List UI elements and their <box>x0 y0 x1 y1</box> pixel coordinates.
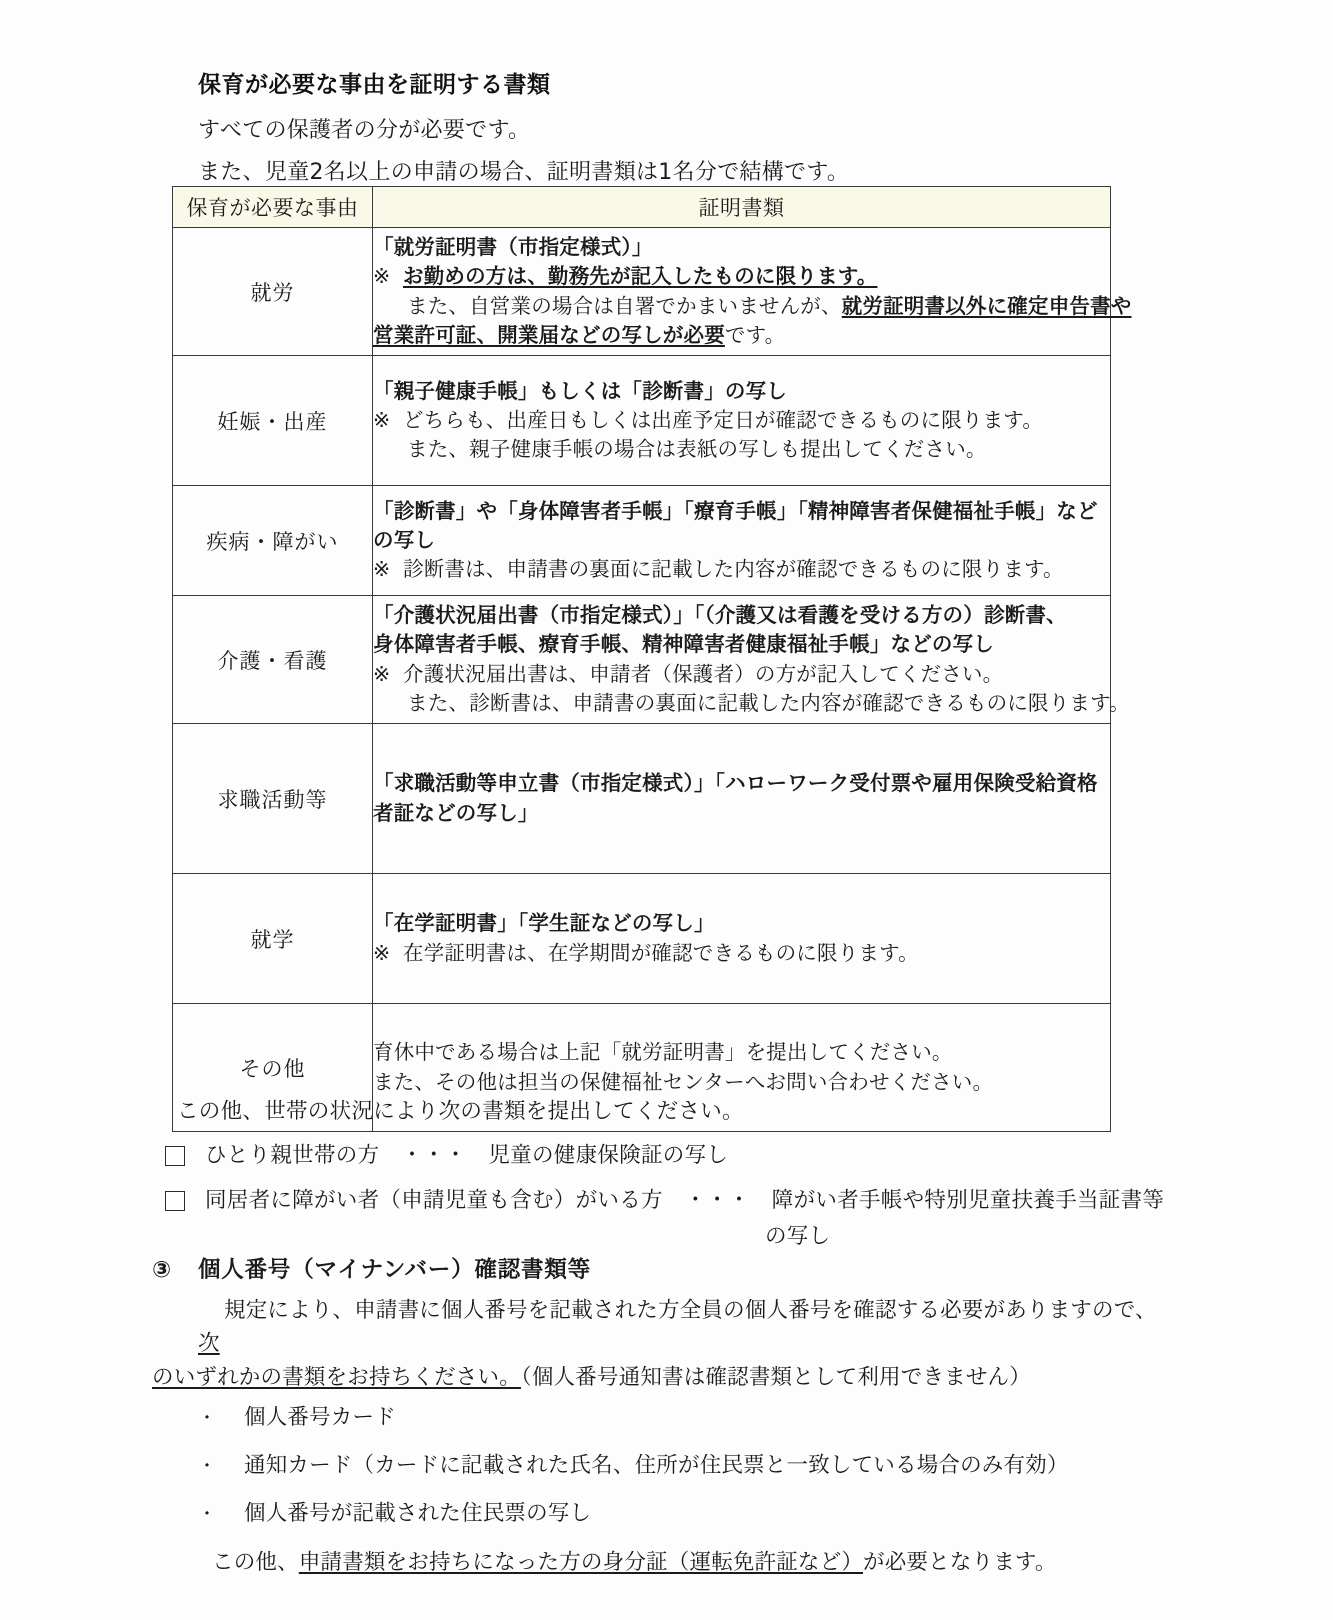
doc-line: また、診断書は、申請書の裏面に記載した内容が確認できるものに限ります。 <box>407 690 1130 715</box>
documents-cell-kyushoku-katsudo <box>373 724 1111 874</box>
reason-cell-shugaku: 就学 <box>173 874 373 1004</box>
doc-line: また、その他は担当の保健福祉センターへお問い合わせください。 <box>373 1069 994 1094</box>
section-paragraph-1b-emphasis: 次 <box>198 1331 220 1357</box>
list-item <box>198 1450 1177 1482</box>
doc-line: 「介護状況届出書（市指定様式）」「（介護又は看護を受ける方の）診断書、 <box>373 603 1067 628</box>
doc-line: 身体障害者手帳、療育手帳、精神障害者健康福祉手帳」などの写し <box>373 632 994 657</box>
reason-cell-kyushoku-katsudo: 求職活動等 <box>173 724 373 874</box>
note-mark-icon: ※ <box>373 661 391 686</box>
doc-line: 「診断書」や「身体障害者手帳」「療育手帳」「精神障害者保健福祉手帳」など <box>373 498 1098 523</box>
section-number: ③ <box>152 1257 172 1283</box>
doc-line: の写し <box>373 527 436 552</box>
doc-line-emphasis: 就労証明書以外に確定申告書や <box>841 293 1132 318</box>
documents-cell-ninshin-shussan <box>373 356 1111 486</box>
list-item-label: 通知カード（カードに記載された氏名、住所が住民票と一致している場合のみ有効） <box>244 1453 1069 1479</box>
doc-line: 「就労証明書（市指定様式）」 <box>373 235 653 260</box>
checkbox-row-single-parent[interactable] <box>165 1140 1175 1172</box>
list-item <box>198 1498 1177 1530</box>
doc-line: 診断書は、申請書の裏面に記載した内容が確認できるものに限ります。 <box>403 557 1064 582</box>
section-closing-line <box>152 1547 1177 1579</box>
closing-text-c: が必要となります。 <box>863 1549 1057 1575</box>
closing-text-b-emphasis: 申請書類をお持ちになった方の身分証（運転免許証など） <box>298 1549 864 1575</box>
reason-cell-sonota: その他 <box>173 1004 373 1132</box>
doc-line: 在学証明書は、在学期間が確認できるものに限ります。 <box>403 940 919 965</box>
section-heading <box>152 1252 1177 1284</box>
doc-line: 介護状況届出書は、申請者（保護者）の方が記入してください。 <box>403 661 1004 686</box>
checkbox-label <box>205 1185 1175 1254</box>
checkbox-label: ひとり親世帯の方 ・・・ 児童の健康保険証の写し <box>205 1143 729 1169</box>
table-row <box>173 228 1111 356</box>
intro-block <box>198 70 1158 199</box>
doc-line-emphasis: お勤めの方は、勤務先が記入したものに限ります。 <box>403 264 878 289</box>
doc-line: です。 <box>724 322 786 347</box>
intro-line-2: また、児童2名以上の申請の場合、証明書類は1名分で結構です。 <box>198 159 850 185</box>
doc-line: 「在学証明書」「学生証などの写し」 <box>373 911 715 936</box>
doc-line: また、親子健康手帳の場合は表紙の写しも提出してください。 <box>407 437 987 462</box>
doc-line: 「親子健康手帳」もしくは「診断書」の写し <box>373 378 787 403</box>
doc-line-emphasis: 営業許可証、開業届などの写しが必要 <box>373 322 725 347</box>
doc-line: 「求職活動等申立書（市指定様式）」「ハローワーク受付票や雇用保険受給資格 <box>373 771 1098 796</box>
reason-cell-shippei-shogai: 疾病・障がい <box>173 486 373 596</box>
doc-line: 者証などの写し」 <box>373 800 539 825</box>
note-mark-icon: ※ <box>373 264 391 289</box>
checkbox-row-disabled-cohabitant[interactable] <box>165 1185 1175 1254</box>
required-documents-table <box>172 186 1132 1132</box>
checkbox-label-text: 同居者に障がい者（申請児童も含む）がいる方 ・・・ 障がい者手帳や特別児童扶養手当証書等 <box>205 1187 1165 1213</box>
section-my-number <box>152 1252 1177 1579</box>
documents-cell-shugaku <box>373 874 1111 1004</box>
bullet-dot-icon: ・ <box>198 1456 217 1478</box>
checkbox-label-continuation: の写し <box>765 1223 831 1249</box>
household-notes-block <box>165 1096 1175 1265</box>
documents-cell-kaigo-kango <box>373 596 1130 724</box>
doc-line: また、自営業の場合は自署でかまいませんが、 <box>407 293 842 318</box>
reason-cell-shuro: 就労 <box>173 228 373 356</box>
bullet-dot-icon: ・ <box>198 1504 217 1526</box>
table-row <box>173 874 1111 1004</box>
reason-cell-ninshin-shussan: 妊娠・出産 <box>173 356 373 486</box>
table-row <box>173 724 1111 874</box>
column-header-documents: 証明書類 <box>373 187 1111 228</box>
documents-cell-shippei-shogai <box>373 486 1111 596</box>
checkbox-icon[interactable] <box>165 1191 185 1211</box>
column-header-reason: 保育が必要な事由 <box>173 187 373 228</box>
intro-line-1: すべての保護者の分が必要です。 <box>198 118 531 144</box>
section-paragraph-1a: 規定により、申請書に個人番号を記載された方全員の個人番号を確認する必要がありますので、 <box>224 1298 1157 1323</box>
table-row <box>173 596 1111 724</box>
table-row <box>173 356 1111 486</box>
section-heading-text: 個人番号（マイナンバー）確認書類等 <box>198 1257 591 1283</box>
section-paragraph-2a-emphasis: のいずれかの書類をお持ちください。 <box>152 1364 521 1390</box>
list-item-label: 個人番号が記載された住民票の写し <box>244 1501 592 1527</box>
section-body <box>152 1294 1177 1394</box>
note-mark-icon: ※ <box>373 940 391 965</box>
household-notes-lead: この他、世帯の状況により次の書類を提出してください。 <box>177 1099 744 1124</box>
bullet-dot-icon: ・ <box>198 1407 217 1429</box>
documents-cell-shuro <box>373 228 1132 356</box>
list-item-label: 個人番号カード <box>244 1404 396 1430</box>
note-mark-icon: ※ <box>373 557 391 582</box>
reason-cell-kaigo-kango: 介護・看護 <box>173 596 373 724</box>
doc-line: 育休中である場合は上記「就労証明書」を提出してください。 <box>373 1040 953 1065</box>
section-paragraph-2b: （個人番号通知書は確認書類として利用できません） <box>520 1364 1031 1390</box>
table-header-row <box>173 187 1111 228</box>
list-item <box>198 1402 1177 1434</box>
table-row <box>173 486 1111 596</box>
doc-line: どちらも、出産日もしくは出産予定日が確認できるものに限ります。 <box>403 407 1044 432</box>
my-number-document-list <box>152 1402 1177 1531</box>
note-mark-icon: ※ <box>373 407 391 432</box>
checkbox-icon[interactable] <box>165 1146 185 1166</box>
closing-text-a: この他、 <box>212 1549 299 1575</box>
page-title: 保育が必要な事由を証明する書類 <box>198 72 551 98</box>
